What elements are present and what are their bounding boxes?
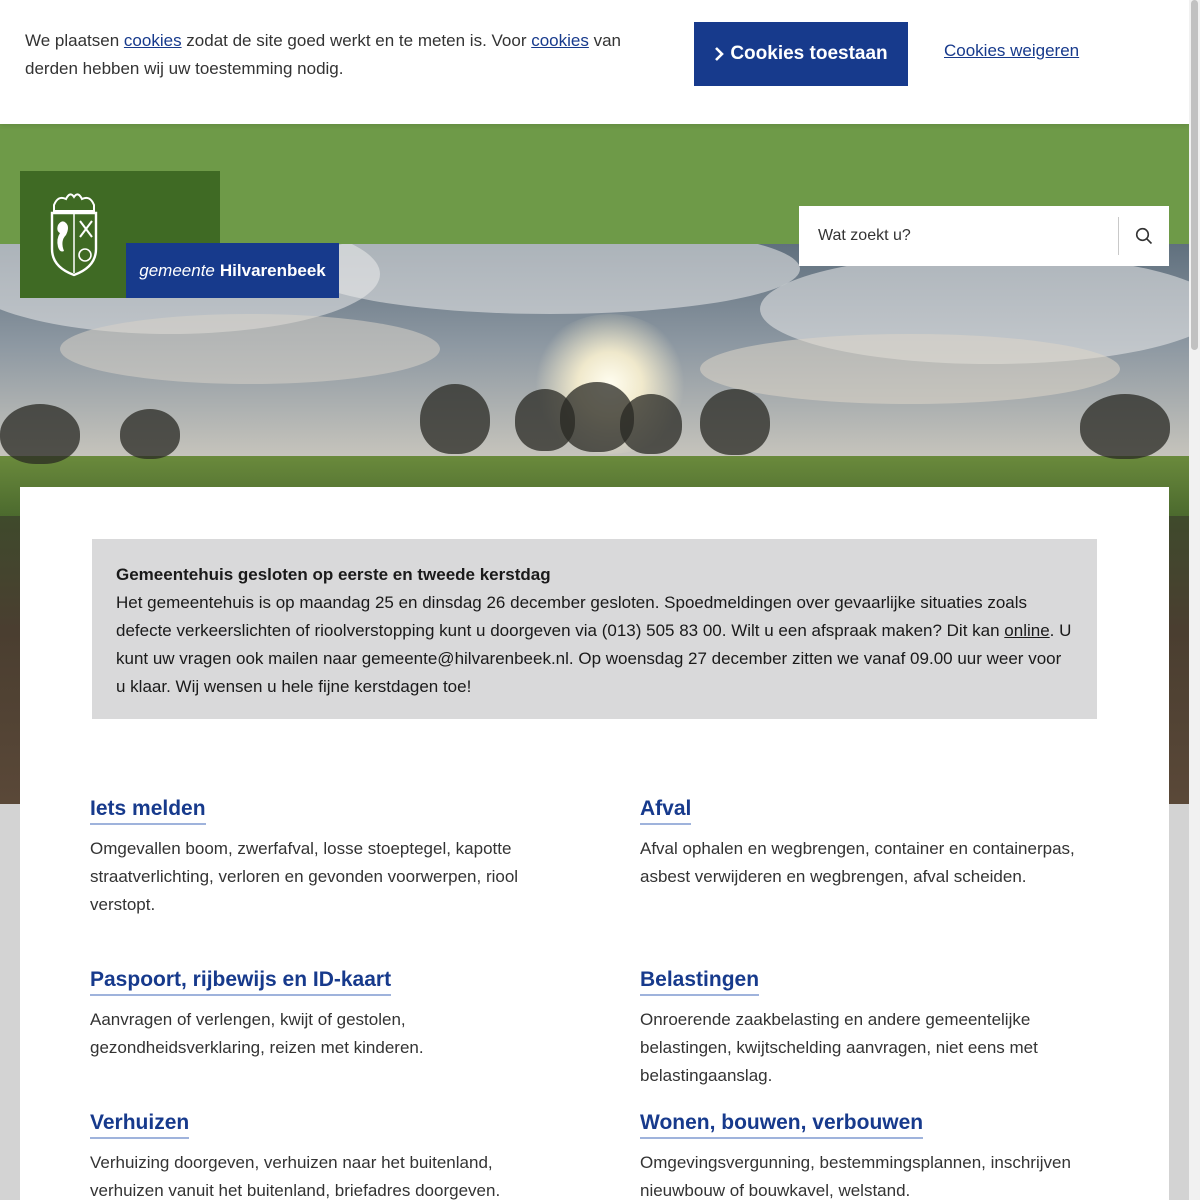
search-button[interactable] [1119, 206, 1169, 266]
cookie-text-2: zodat de site goed werkt en te meten is. Voor [181, 31, 532, 50]
tile-verhuizen [90, 1109, 560, 1200]
tile-description: Afval ophalen en wegbrengen, container en containerpas, asbest verwijderen en wegbrengen, afval scheiden. [640, 839, 1075, 886]
tile-description: Verhuizing doorgeven, verhuizen naar het buitenland, verhuizen vanuit het buitenland, briefadres doorgeven. [90, 1153, 501, 1200]
tile-title-link[interactable]: Wonen, bouwen, verbouwen [640, 1109, 923, 1139]
cookie-bar [0, 0, 1189, 124]
chevron-right-icon [714, 47, 724, 61]
tile-title-link[interactable]: Belastingen [640, 966, 759, 996]
tile-title-link[interactable]: Verhuizen [90, 1109, 189, 1139]
search-input[interactable] [799, 206, 1118, 266]
search-bar [799, 206, 1169, 266]
tile-title-link[interactable]: Paspoort, rijbewijs en ID-kaart [90, 966, 391, 996]
main-content [20, 487, 1169, 1200]
notice-text-end: . U kunt uw vragen ook mailen naar gemeente@hilvarenbeek.nl. Op woensdag 27 december zitten we vanaf 09.00 uur weer voor u klaar. Wij wensen u hele fijne kerstdagen toe! [116, 621, 1072, 696]
cookie-text-1: We plaatsen [25, 31, 124, 50]
cookies-reject-link[interactable]: Cookies weigeren [944, 41, 1080, 60]
tile-description: Omgevingsvergunning, bestemmingsplannen, inschrijven nieuwbouw of bouwkavel, welstand. [640, 1153, 1071, 1200]
logo-name: Hilvarenbeek [219, 260, 326, 280]
scrollbar-thumb[interactable] [1191, 0, 1198, 350]
tile-wonen-bouwen [640, 1109, 1100, 1200]
notice-title: Gemeentehuis gesloten op eerste en tweede kerstdag [116, 565, 551, 584]
notice-box [92, 539, 1097, 719]
tile-description: Onroerende zaakbelasting en andere gemeentelijke belastingen, kwijtschelding aanvragen, niet eens met belastingaanslag. [640, 1010, 1038, 1085]
tile-belastingen [640, 966, 1110, 1090]
tile-description: Aanvragen of verlengen, kwijt of gestolen, gezondheidsverklaring, reizen met kinderen. [90, 1010, 424, 1057]
tile-paspoort [90, 966, 520, 1062]
third-party-cookies-link[interactable]: cookies [531, 31, 589, 50]
logo-prefix: gemeente [139, 260, 215, 280]
coat-of-arms-icon [46, 191, 102, 277]
page-scrollbar[interactable] [1189, 0, 1200, 1200]
notice-text-start: Het gemeentehuis is op maandag 25 en dinsdag 26 december gesloten. Spoedmeldingen over gevaarlijke situaties zoals defecte verkeerslichten of rioolverstopping kunt u doorgeven via (013) 505 83 00. Wilt u een afspraak maken? Dit kan [116, 593, 1028, 640]
tile-description: Omgevallen boom, zwerfafval, losse stoeptegel, kapotte straatverlichting, verloren en gevonden voorwerpen, riool verstopt. [90, 839, 519, 914]
cookies-accept-label: Cookies toestaan [730, 43, 888, 64]
cookies-link[interactable]: cookies [123, 31, 182, 50]
cookie-text-3: van derden hebben wij uw toestemming nodig. [25, 31, 621, 78]
tile-afval [640, 795, 1110, 891]
tile-title-link[interactable]: Afval [640, 795, 691, 825]
notice-online-link[interactable]: online [1004, 621, 1050, 640]
tile-title-link[interactable]: Iets melden [90, 795, 206, 825]
municipality-name[interactable] [126, 243, 339, 298]
tile-iets-melden [90, 795, 560, 919]
cookies-accept-button[interactable] [694, 22, 908, 86]
notice-text [116, 589, 1073, 701]
search-icon [1135, 227, 1153, 245]
cookie-message [25, 27, 665, 83]
